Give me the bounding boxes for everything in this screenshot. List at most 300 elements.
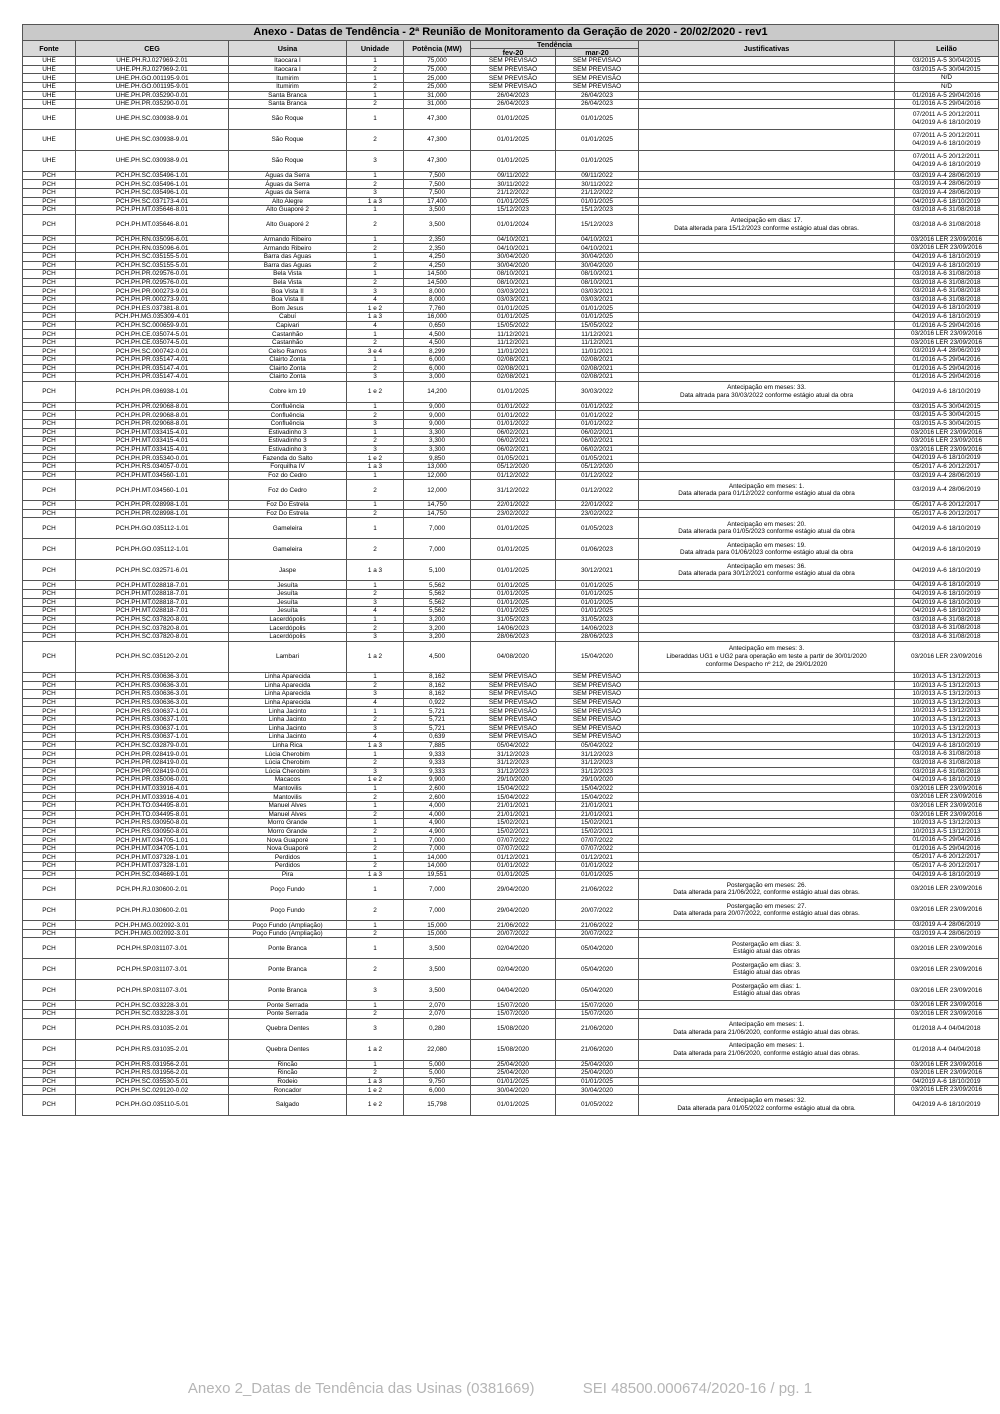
cell-fev: 15/02/2021 [471, 827, 556, 836]
cell-ceg: PCH.PH.MT.033916-4.01 [76, 784, 229, 793]
cell-fonte: PCH [23, 673, 76, 682]
cell-unidade: 2 [347, 539, 404, 560]
cell-mar: 01/01/2025 [556, 129, 639, 150]
cell-ceg: PCH.PH.CE.035074-5.01 [76, 330, 229, 339]
cell-justificativa [639, 1069, 895, 1078]
cell-fonte: PCH [23, 853, 76, 862]
table-row [23, 707, 999, 716]
table-row [23, 539, 999, 560]
cell-fonte: PCH [23, 480, 76, 501]
cell-unidade: 2 [347, 244, 404, 253]
cell-justificativa [639, 673, 895, 682]
cell-unidade: 2 [347, 411, 404, 420]
cell-unidade: 1 [347, 501, 404, 510]
cell-unidade: 1 a 3 [347, 197, 404, 206]
cell-justificativa [639, 437, 895, 446]
table-row [23, 784, 999, 793]
cell-usina: Forquilha IV [229, 462, 347, 471]
cell-fev: 31/12/2023 [471, 750, 556, 759]
cell-potencia: 8,000 [404, 287, 471, 296]
cell-fonte: PCH [23, 445, 76, 454]
cell-justificativa [639, 347, 895, 356]
cell-usina: Linha Jacinto [229, 707, 347, 716]
cell-mar: 06/02/2021 [556, 437, 639, 446]
cell-potencia: 15,000 [404, 921, 471, 930]
cell-potencia: 4,900 [404, 827, 471, 836]
cell-potencia: 2,350 [404, 244, 471, 253]
cell-potencia: 4,500 [404, 330, 471, 339]
cell-leilao: N/D [895, 82, 999, 91]
table-row [23, 819, 999, 828]
cell-fonte: PCH [23, 767, 76, 776]
cell-mar: 07/07/2022 [556, 844, 639, 853]
cell-fev: 01/01/2025 [471, 1077, 556, 1086]
cell-fev: 07/07/2022 [471, 836, 556, 845]
cell-fev: 06/02/2021 [471, 428, 556, 437]
cell-usina: Gameleira [229, 539, 347, 560]
cell-usina: Mantovilis [229, 793, 347, 802]
cell-usina: Foz Do Estrela [229, 509, 347, 518]
cell-fev: SEM PREVISÃO [471, 690, 556, 699]
cell-potencia: 7,000 [404, 900, 471, 921]
cell-potencia: 9,900 [404, 776, 471, 785]
cell-unidade: 1 [347, 471, 404, 480]
cell-unidade: 3 [347, 632, 404, 641]
cell-fev: 04/10/2021 [471, 244, 556, 253]
table-row [23, 1018, 999, 1039]
cell-potencia: 22,080 [404, 1039, 471, 1060]
table-row [23, 776, 999, 785]
cell-potencia: 6,000 [404, 364, 471, 373]
cell-ceg: PCH.PH.RS.031035-2.01 [76, 1039, 229, 1060]
cell-ceg: PCH.PH.MT.034705-1.01 [76, 844, 229, 853]
cell-ceg: PCH.PH.PR.029068-8.01 [76, 402, 229, 411]
cell-justificativa [639, 57, 895, 66]
cell-potencia: 47,300 [404, 129, 471, 150]
cell-unidade: 3 [347, 150, 404, 171]
cell-mar: 01/01/2025 [556, 598, 639, 607]
cell-leilao: 03/2016 LER 23/09/2016 [895, 793, 999, 802]
cell-fev: 20/07/2022 [471, 929, 556, 938]
cell-justificativa [639, 801, 895, 810]
cell-leilao: 07/2011 A-5 20/12/2011 04/2019 A-6 18/10/2019 [895, 150, 999, 171]
cell-ceg: PCH.PH.MT.028818-7.01 [76, 607, 229, 616]
table-row [23, 624, 999, 633]
cell-ceg: PCH.PH.MG.002092-3.01 [76, 929, 229, 938]
cell-usina: Gameleira [229, 518, 347, 539]
cell-justificativa [639, 129, 895, 150]
cell-leilao: 03/2016 LER 23/09/2016 [895, 801, 999, 810]
cell-fonte: PCH [23, 870, 76, 879]
table-row [23, 615, 999, 624]
cell-potencia: 9,000 [404, 402, 471, 411]
cell-mar: 01/01/2025 [556, 870, 639, 879]
cell-fonte: PCH [23, 921, 76, 930]
cell-fonte: PCH [23, 501, 76, 510]
cell-fonte: PCH [23, 980, 76, 1001]
cell-ceg: PCH.PH.PR.028419-0.01 [76, 750, 229, 759]
cell-justificativa [639, 321, 895, 330]
cell-fev: 25/04/2020 [471, 1060, 556, 1069]
cell-potencia: 25,000 [404, 82, 471, 91]
cell-ceg: PCH.PH.SC.032571-6.01 [76, 560, 229, 581]
cell-ceg: PCH.PH.MT.028818-7.01 [76, 581, 229, 590]
table-row [23, 206, 999, 215]
cell-unidade: 3 [347, 1018, 404, 1039]
cell-justificativa [639, 91, 895, 100]
cell-unidade: 1 a 2 [347, 641, 404, 673]
cell-justificativa [639, 356, 895, 365]
cell-fonte: PCH [23, 632, 76, 641]
cell-fonte: UHE [23, 100, 76, 109]
cell-ceg: PCH.PH.MT.028818-7.01 [76, 598, 229, 607]
cell-unidade: 2 [347, 862, 404, 871]
table-row [23, 938, 999, 959]
cell-potencia: 5,562 [404, 598, 471, 607]
table-row [23, 853, 999, 862]
cell-fonte: PCH [23, 518, 76, 539]
cell-usina: Clairto Zonta [229, 373, 347, 382]
cell-usina: Santa Branca [229, 91, 347, 100]
cell-fonte: PCH [23, 1069, 76, 1078]
cell-usina: São Roque [229, 129, 347, 150]
cell-fev: 22/01/2022 [471, 501, 556, 510]
cell-fonte: PCH [23, 471, 76, 480]
cell-leilao: 05/2017 A-6 20/12/2017 [895, 501, 999, 510]
cell-potencia: 3,300 [404, 428, 471, 437]
cell-justificativa [639, 581, 895, 590]
cell-potencia: 25,000 [404, 74, 471, 83]
cell-potencia: 31,000 [404, 100, 471, 109]
cell-fonte: PCH [23, 1077, 76, 1086]
cell-fonte: PCH [23, 690, 76, 699]
table-row [23, 57, 999, 66]
cell-justificativa [639, 295, 895, 304]
cell-leilao: 03/2016 LER 23/09/2016 [895, 1001, 999, 1010]
cell-fonte: PCH [23, 428, 76, 437]
cell-mar: 30/03/2022 [556, 381, 639, 402]
table-row [23, 767, 999, 776]
cell-usina: Foz Do Estrela [229, 501, 347, 510]
table-row [23, 270, 999, 279]
cell-unidade: 2 [347, 758, 404, 767]
cell-usina: Ponte Branca [229, 938, 347, 959]
cell-justificativa [639, 244, 895, 253]
cell-fonte: PCH [23, 641, 76, 673]
cell-justificativa [639, 767, 895, 776]
cell-ceg: UHE.PH.SC.030938-9.01 [76, 108, 229, 129]
cell-fonte: PCH [23, 235, 76, 244]
table-row [23, 437, 999, 446]
cell-unidade: 1 [347, 235, 404, 244]
cell-fev: 01/01/2022 [471, 420, 556, 429]
cell-potencia: 7,500 [404, 171, 471, 180]
cell-mar: 01/01/2025 [556, 581, 639, 590]
cell-fev: 02/08/2021 [471, 373, 556, 382]
cell-ceg: PCH.PH.PR.035147-4.01 [76, 364, 229, 373]
cell-potencia: 5,000 [404, 1060, 471, 1069]
cell-fonte: PCH [23, 750, 76, 759]
cell-ceg: PCH.PH.PR.035006-0.01 [76, 776, 229, 785]
cell-mar: SEM PREVISÃO [556, 681, 639, 690]
cell-fonte: PCH [23, 206, 76, 215]
col-header-potencia: Potência (MW) [404, 41, 471, 57]
cell-usina: Santa Branca [229, 100, 347, 109]
cell-unidade: 2 [347, 624, 404, 633]
cell-unidade: 1 a 3 [347, 560, 404, 581]
cell-fev: SEM PREVISÃO [471, 65, 556, 74]
cell-unidade: 1 [347, 74, 404, 83]
cell-unidade: 2 [347, 82, 404, 91]
cell-fev: 28/06/2023 [471, 632, 556, 641]
cell-unidade: 2 [347, 929, 404, 938]
cell-leilao: 04/2019 A-6 18/10/2019 [895, 518, 999, 539]
cell-mar: 05/04/2020 [556, 980, 639, 1001]
cell-justificativa: Postergação em dias: 3. Estágio atual das obras [639, 938, 895, 959]
cell-potencia: 19,551 [404, 870, 471, 879]
cell-mar: 02/08/2021 [556, 364, 639, 373]
cell-fev: 04/04/2020 [471, 980, 556, 1001]
cell-unidade: 2 [347, 1069, 404, 1078]
table-row [23, 1010, 999, 1019]
cell-justificativa [639, 150, 895, 171]
cell-ceg: UHE.PH.SC.030938-9.01 [76, 129, 229, 150]
cell-usina: Poço Fundo (Ampliação) [229, 921, 347, 930]
cell-justificativa [639, 420, 895, 429]
cell-fonte: PCH [23, 287, 76, 296]
cell-mar: 15/05/2022 [556, 321, 639, 330]
cell-fev: 31/05/2023 [471, 615, 556, 624]
table-row [23, 1095, 999, 1116]
cell-mar: SEM PREVISÃO [556, 690, 639, 699]
cell-ceg: PCH.PH.RN.035096-6.01 [76, 244, 229, 253]
cell-potencia: 14,750 [404, 509, 471, 518]
cell-leilao: 03/2015 A-5 30/04/2015 [895, 65, 999, 74]
cell-usina: Jesuíta [229, 598, 347, 607]
cell-unidade: 2 [347, 1010, 404, 1019]
table-row [23, 150, 999, 171]
cell-potencia: 3,500 [404, 980, 471, 1001]
cell-fonte: PCH [23, 509, 76, 518]
cell-fonte: PCH [23, 900, 76, 921]
cell-mar: 31/05/2023 [556, 615, 639, 624]
cell-usina: Itumirim [229, 82, 347, 91]
cell-unidade: 1 [347, 518, 404, 539]
cell-ceg: PCH.PH.RS.030636-3.01 [76, 681, 229, 690]
table-row [23, 235, 999, 244]
cell-ceg: PCH.PH.PR.028419-0.01 [76, 758, 229, 767]
cell-unidade: 2 [347, 681, 404, 690]
cell-justificativa [639, 1060, 895, 1069]
cell-potencia: 17,400 [404, 197, 471, 206]
cell-fev: SEM PREVISÃO [471, 74, 556, 83]
table-row [23, 589, 999, 598]
cell-fev: 01/01/2025 [471, 381, 556, 402]
cell-unidade: 1 [347, 206, 404, 215]
cell-fev: 02/04/2020 [471, 938, 556, 959]
cell-unidade: 3 [347, 690, 404, 699]
cell-justificativa [639, 844, 895, 853]
cell-ceg: UHE.PH.GO.001195-9.01 [76, 82, 229, 91]
cell-fev: 21/12/2022 [471, 188, 556, 197]
cell-unidade: 1 a 3 [347, 870, 404, 879]
cell-usina: São Roque [229, 108, 347, 129]
table-row [23, 278, 999, 287]
cell-fonte: PCH [23, 615, 76, 624]
cell-ceg: PCH.PH.RS.031956-2.01 [76, 1069, 229, 1078]
cell-leilao: 05/2017 A-6 20/12/2017 [895, 862, 999, 871]
cell-fonte: PCH [23, 402, 76, 411]
cell-leilao: 03/2016 LER 23/09/2016 [895, 1010, 999, 1019]
cell-potencia: 2,070 [404, 1010, 471, 1019]
cell-ceg: PCH.PH.PR.029576-0.01 [76, 278, 229, 287]
table-row [23, 454, 999, 463]
cell-potencia: 9,750 [404, 1077, 471, 1086]
cell-ceg: PCH.PH.RJ.030600-2.01 [76, 879, 229, 900]
table-row [23, 411, 999, 420]
cell-justificativa: Antecipação em meses: 1. Data alterada para 21/06/2020, conforme estágio atual das obras. [639, 1039, 895, 1060]
cell-usina: Macacos [229, 776, 347, 785]
cell-usina: Ponte Serrada [229, 1001, 347, 1010]
cell-leilao: 07/2011 A-5 20/12/2011 04/2019 A-6 18/10/2019 [895, 129, 999, 150]
cell-fev: 01/01/2025 [471, 539, 556, 560]
cell-fonte: PCH [23, 607, 76, 616]
cell-justificativa [639, 758, 895, 767]
cell-mar: 04/10/2021 [556, 244, 639, 253]
cell-justificativa [639, 373, 895, 382]
cell-justificativa: Antecipação em meses: 19. Data altrada para 01/06/2023 conforme estágio atual da obra [639, 539, 895, 560]
cell-fonte: PCH [23, 313, 76, 322]
cell-leilao: 04/2019 A-6 18/10/2019 [895, 454, 999, 463]
footer-sei-reference: SEI 48500.000674/2020-16 / pg. 1 [582, 1380, 813, 1397]
cell-mar: SEM PREVISÃO [556, 707, 639, 716]
cell-ceg: PCH.PH.MG.002092-3.01 [76, 921, 229, 930]
cell-mar: 11/01/2021 [556, 347, 639, 356]
cell-fev: 01/01/2024 [471, 214, 556, 235]
cell-fev: 06/02/2021 [471, 437, 556, 446]
cell-potencia: 7,000 [404, 518, 471, 539]
cell-mar: 01/01/2025 [556, 607, 639, 616]
cell-leilao: 03/2019 A-4 28/06/2019 [895, 347, 999, 356]
cell-potencia: 9,333 [404, 750, 471, 759]
cell-ceg: PCH.PH.SC.034669-1.01 [76, 870, 229, 879]
cell-potencia: 14,500 [404, 270, 471, 279]
cell-ceg: PCH.PH.SC.037820-8.01 [76, 632, 229, 641]
cell-usina: Foz do Cedro [229, 480, 347, 501]
cell-leilao: 04/2019 A-6 18/10/2019 [895, 313, 999, 322]
table-row [23, 462, 999, 471]
cell-ceg: PCH.PH.SC.035496-1.01 [76, 171, 229, 180]
cell-mar: 21/06/2022 [556, 879, 639, 900]
cell-ceg: PCH.PH.PR.028998-1.01 [76, 509, 229, 518]
table-row [23, 1001, 999, 1010]
cell-leilao: 03/2019 A-4 28/06/2019 [895, 929, 999, 938]
cell-leilao: 01/2018 A-4 04/04/2018 [895, 1039, 999, 1060]
cell-fonte: PCH [23, 589, 76, 598]
cell-potencia: 4,250 [404, 252, 471, 261]
cell-potencia: 9,000 [404, 411, 471, 420]
cell-mar: 21/06/2020 [556, 1018, 639, 1039]
cell-ceg: PCH.PH.SC.035155-5.01 [76, 261, 229, 270]
cell-leilao: N/D [895, 74, 999, 83]
cell-mar: 15/04/2022 [556, 784, 639, 793]
cell-potencia: 8,162 [404, 673, 471, 682]
cell-fev: 29/10/2020 [471, 776, 556, 785]
cell-ceg: UHE.PH.GO.001195-9.01 [76, 74, 229, 83]
cell-usina: Perdidos [229, 853, 347, 862]
cell-usina: Ponte Branca [229, 959, 347, 980]
cell-ceg: PCH.PH.SC.000742-0.01 [76, 347, 229, 356]
cell-mar: 30/11/2022 [556, 180, 639, 189]
cell-ceg: PCH.PH.SC.037173-4.01 [76, 197, 229, 206]
cell-usina: Nova Guaporé [229, 836, 347, 845]
cell-usina: Morro Grande [229, 827, 347, 836]
cell-leilao: 03/2018 A-6 31/08/2018 [895, 632, 999, 641]
cell-unidade: 4 [347, 698, 404, 707]
table-row [23, 607, 999, 616]
cell-leilao: 03/2015 A-5 30/04/2015 [895, 402, 999, 411]
cell-unidade: 2 [347, 437, 404, 446]
cell-unidade: 3 [347, 598, 404, 607]
cell-usina: Alto Guaporé 2 [229, 214, 347, 235]
cell-ceg: PCH.PH.GO.035112-1.01 [76, 539, 229, 560]
cell-justificativa [639, 471, 895, 480]
cell-mar: 01/01/2025 [556, 1077, 639, 1086]
cell-fev: 21/01/2021 [471, 801, 556, 810]
cell-unidade: 1 [347, 801, 404, 810]
cell-fev: 11/12/2021 [471, 330, 556, 339]
cell-ceg: PCH.PH.PR.029068-8.01 [76, 420, 229, 429]
cell-leilao: 03/2018 A-6 31/08/2018 [895, 206, 999, 215]
cell-ceg: PCH.PH.PR.029068-8.01 [76, 411, 229, 420]
cell-justificativa [639, 715, 895, 724]
cell-potencia: 8,162 [404, 681, 471, 690]
cell-fev: 01/12/2022 [471, 471, 556, 480]
cell-justificativa: Postergação em dias: 3. Estágio atual das obras [639, 959, 895, 980]
cell-justificativa [639, 402, 895, 411]
cell-usina: Confluência [229, 420, 347, 429]
cell-leilao: 04/2019 A-6 18/10/2019 [895, 261, 999, 270]
cell-fonte: UHE [23, 82, 76, 91]
cell-potencia: 6,000 [404, 356, 471, 365]
cell-mar: 31/12/2023 [556, 758, 639, 767]
cell-potencia: 8,000 [404, 295, 471, 304]
table-row [23, 356, 999, 365]
cell-usina: Lacerdópolis [229, 624, 347, 633]
cell-justificativa [639, 929, 895, 938]
table-row [23, 715, 999, 724]
cell-usina: Alto Alegre [229, 197, 347, 206]
cell-mar: 01/05/2022 [556, 1095, 639, 1116]
cell-leilao: 03/2015 A-5 30/04/2015 [895, 57, 999, 66]
cell-mar: 30/04/2020 [556, 1086, 639, 1095]
table-row [23, 641, 999, 673]
cell-fonte: PCH [23, 741, 76, 750]
cell-justificativa [639, 445, 895, 454]
cell-usina: Cabuí [229, 313, 347, 322]
cell-fev: 04/10/2021 [471, 235, 556, 244]
cell-potencia: 8,299 [404, 347, 471, 356]
cell-fev: SEM PREVISÃO [471, 698, 556, 707]
cell-fonte: PCH [23, 862, 76, 871]
cell-ceg: PCH.PH.RS.030637-1.01 [76, 715, 229, 724]
table-row [23, 180, 999, 189]
cell-justificativa [639, 501, 895, 510]
cell-potencia: 0,280 [404, 1018, 471, 1039]
cell-fonte: PCH [23, 347, 76, 356]
cell-fev: 01/12/2021 [471, 853, 556, 862]
cell-leilao: 03/2016 LER 23/09/2016 [895, 235, 999, 244]
